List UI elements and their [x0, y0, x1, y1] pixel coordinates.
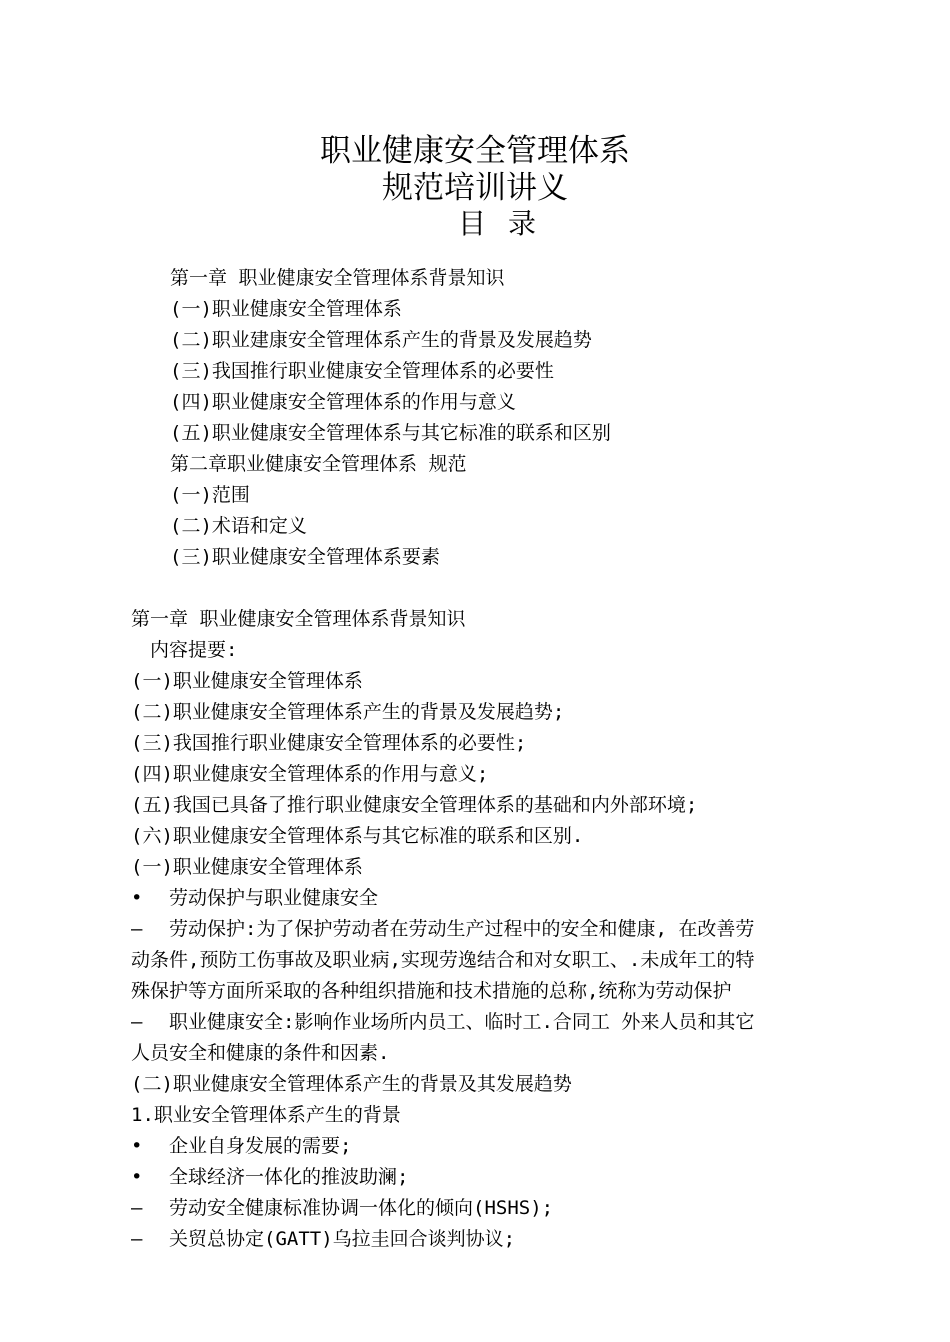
paragraph-line: 人员安全和健康的条件和因素.	[131, 1042, 390, 1064]
toc-item: (三)职业健康安全管理体系要素	[170, 546, 440, 568]
summary-item: (二)职业健康安全管理体系产生的背景及发展趋势;	[131, 701, 565, 723]
summary-item: (三)我国推行职业健康安全管理体系的必要性;	[131, 732, 527, 754]
toc-item: (四)职业健康安全管理体系的作用与意义	[170, 391, 516, 413]
list-item	[131, 1131, 351, 1162]
toc-item: (三)我国推行职业健康安全管理体系的必要性	[170, 360, 554, 382]
list-text: 劳动安全健康标准协调一体化的倾向(HSHS);	[169, 1197, 554, 1219]
toc-item: 第一章 职业健康安全管理体系背景知识	[170, 267, 505, 289]
toc-item: (二)职业建康安全管理体系产生的背景及发展趋势	[170, 329, 592, 351]
toc-item: (二)术语和定义	[170, 515, 307, 537]
list-marker: –	[131, 1197, 143, 1219]
paragraph-text: 职业健康安全:影响作业场所内员工、临时工.合同工 外来人员和其它	[169, 1011, 755, 1033]
bullet-marker: •	[131, 887, 143, 909]
section2-heading: (二)职业健康安全管理体系产生的背景及其发展趋势	[131, 1073, 572, 1095]
summary-label: 内容提要:	[150, 639, 238, 661]
paragraph-line: 殊保护等方面所采取的各种组织措施和技术措施的总称,统称为劳动保护	[131, 980, 732, 1002]
dash-marker: –	[131, 918, 143, 940]
paragraph-line	[131, 914, 754, 945]
toc-heading: 目录	[457, 207, 558, 240]
bullet-item	[131, 883, 378, 914]
toc-item: (一)范围	[170, 484, 250, 506]
section2-subheading: 1.职业安全管理体系产生的背景	[131, 1104, 401, 1126]
paragraph-text: 劳动保护:为了保护劳动者在劳动生产过程中的安全和健康, 在改善劳	[169, 918, 755, 940]
chapter1-heading: 第一章 职业健康安全管理体系背景知识	[131, 608, 466, 630]
list-text: 企业自身发展的需要;	[169, 1135, 352, 1157]
list-item	[131, 1162, 408, 1193]
toc-item: (五)职业健康安全管理体系与其它标准的联系和区别	[170, 422, 611, 444]
summary-item: (六)职业健康安全管理体系与其它标准的联系和区别.	[131, 825, 584, 847]
list-text: 全球经济一体化的推波助澜;	[169, 1166, 409, 1188]
dash-marker: –	[131, 1011, 143, 1033]
toc-item: 第二章职业健康安全管理体系 规范	[170, 453, 467, 475]
summary-item: (一)职业健康安全管理体系	[131, 670, 363, 692]
section1-heading: (一)职业健康安全管理体系	[131, 856, 363, 878]
document-title-line2: 规范培训讲义	[382, 170, 568, 206]
paragraph-line	[131, 1007, 754, 1038]
toc-item: (一)职业健康安全管理体系	[170, 298, 402, 320]
list-item	[131, 1193, 553, 1224]
list-marker: •	[131, 1135, 143, 1157]
list-marker: •	[131, 1166, 143, 1188]
document-title-line1: 职业健康安全管理体系	[320, 133, 630, 169]
paragraph-line: 动条件,预防工伤事故及职业病,实现劳逸结合和对女职工、.未成年工的特	[131, 949, 755, 971]
list-item	[131, 1224, 515, 1255]
list-marker: –	[131, 1228, 143, 1250]
summary-item: (五)我国已具备了推行职业健康安全管理体系的基础和内外部环境;	[131, 794, 698, 816]
bullet-text: 劳动保护与职业健康安全	[169, 887, 379, 909]
summary-item: (四)职业健康安全管理体系的作用与意义;	[131, 763, 489, 785]
list-text: 关贸总协定(GATT)乌拉圭回合谈判协议;	[169, 1228, 516, 1250]
